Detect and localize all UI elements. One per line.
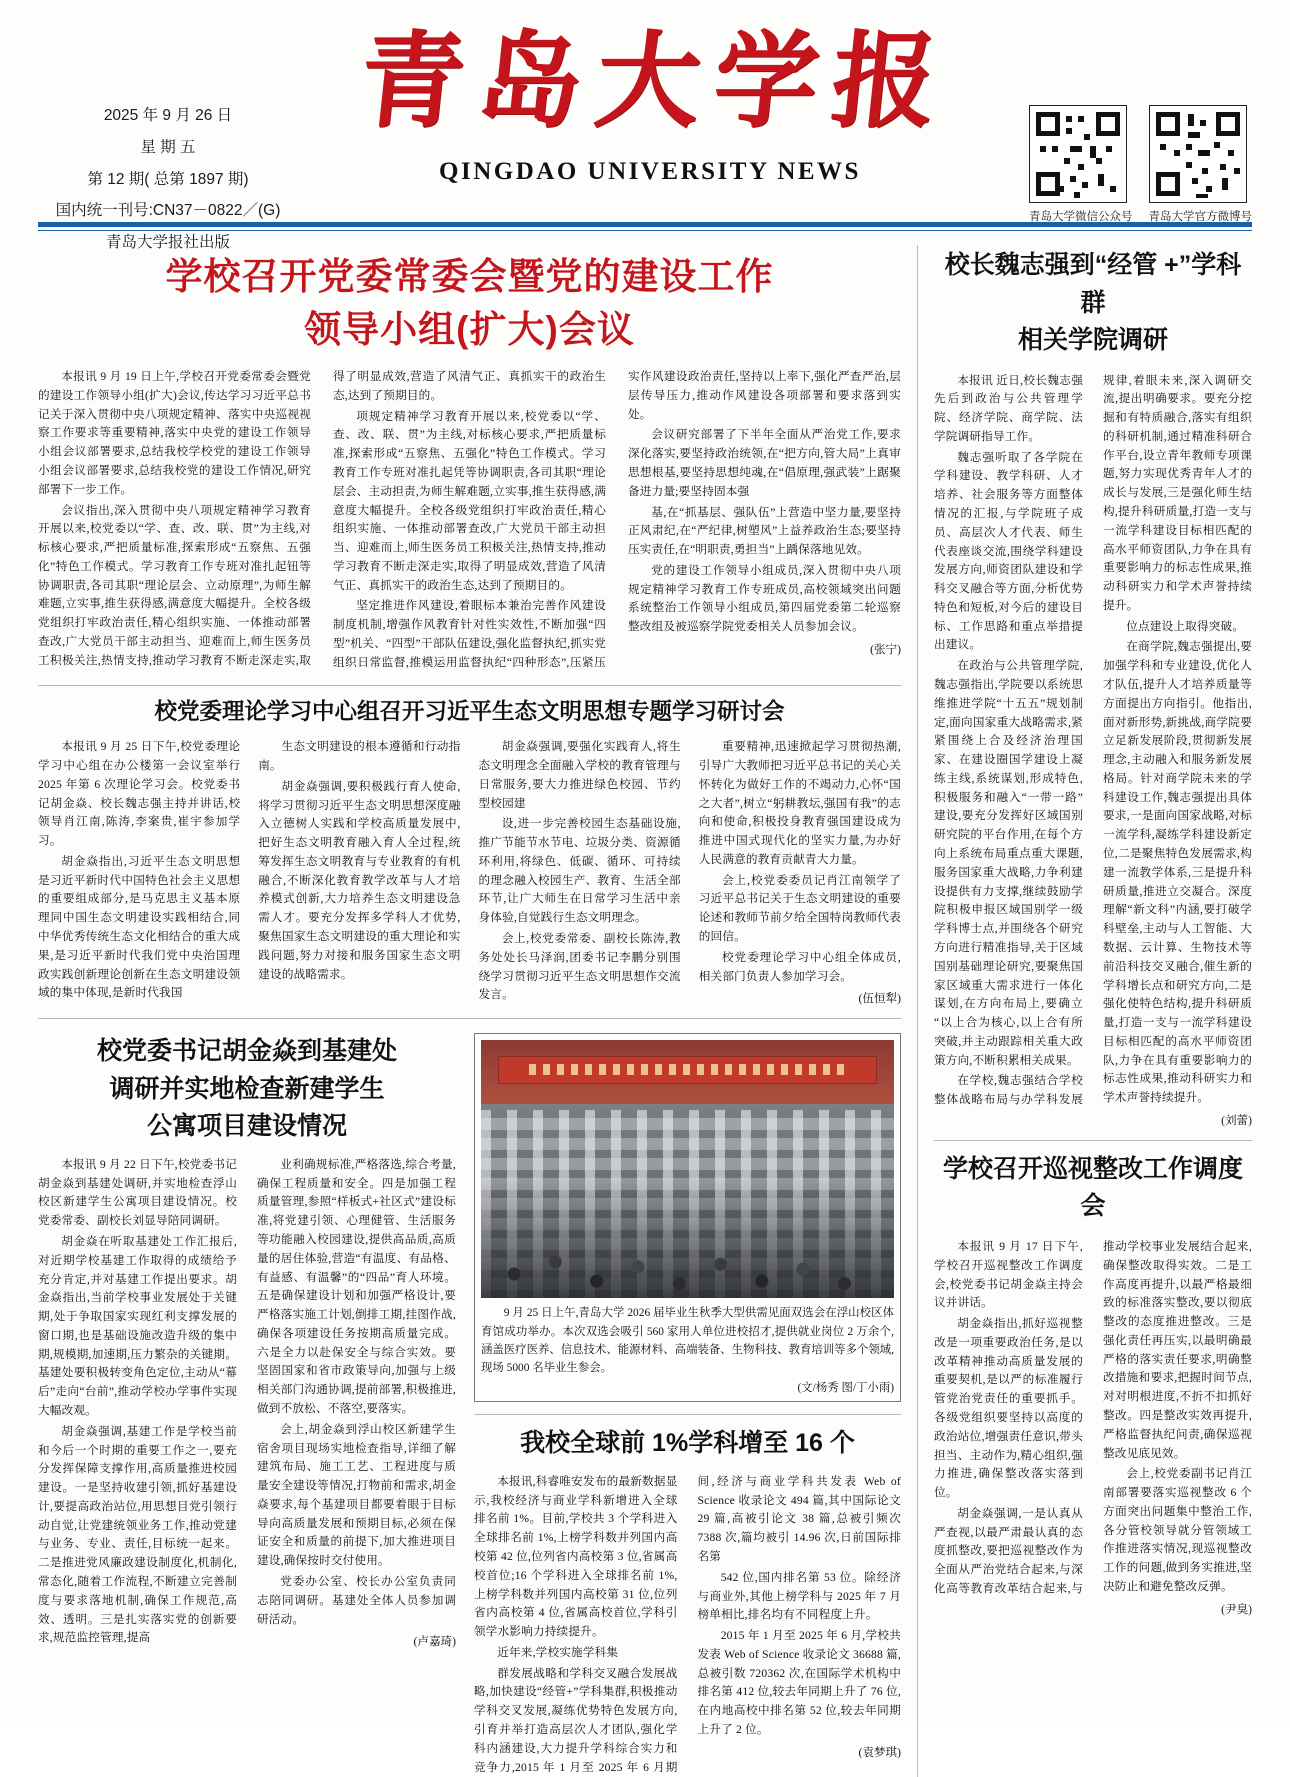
president-headline — [934, 247, 1252, 360]
paragraph: 基,在“抓基层、强队伍”上营造中坚力量,要坚持正风肃纪,在“严纪律,树塑风”上益养政治生态;要坚持压实责任,在“明职责,勇担当”上踽保落地见效。 — [628, 505, 901, 557]
weibo-qr-icon[interactable] — [1149, 105, 1247, 203]
lead-headline-line2: 领导小组(扩大)会议 — [304, 308, 635, 350]
paragraph: 本报讯 9 月 25 日下午,校党委理论学习中心组在办公楼第一会议室举行 2025 年第 6 次理论学习会。校党委书记胡金焱、校长魏志强主持并讲话,校领导肖江南,陈涛,李案贵,崔宇参加学习。 — [38, 740, 241, 848]
left-section — [38, 245, 918, 1777]
paragraph: 在政治与公共管理学院,魏志强指出,学院要以系统思维推进学院“十五五”规划制定,面向国家重大战略需求,紧紧围绕上合及经济治理国家、在建设圈国学建设上凝练主线,系统谋划,形成特色,积极服务和融入“一带一路”建设,要充分发挥好区域国别研究院的平台作用,在每个方向上系统布局重点重大课题,服务国家重大战略,力争利建设提供有力支撑,继续鼓励学院积极申报区域国别学一级学科博士点,并围绕各个研究方向进行精准指导,关于区域国别基础理论研究,要聚焦国家区域重大需求进行一体化谋划,在方向布局上,要确立“以上合为核心,以上合有所突破,并主动跟踪相关重大政策方向,不断积累相关成果。 — [934, 659, 1083, 1067]
president-headline-line1: 校长魏志强到“经管 +”学科群 — [944, 251, 1242, 317]
paragraph: 本报讯 近日,校长魏志强先后到政治与公共管理学院、经济学院、商学院、法学院调研指导工作。 — [934, 373, 1083, 443]
paragraph: 胡金焱指出,抓好巡视整改是一项重要政治任务,是以改革精神推动高质量发展的重要契机,是以严的标准履行管党治党责任的重要抓手。各级党组织要坚持以高度的政治站位,增强责任意识,带头担当、主动作为,精心组织,强力推进,确保整改落实落到位。 — [934, 1317, 1083, 1500]
paragraph: 党的建设工作领导小组成员,深入贯彻中央八项规定精神学习教育工作专班成员,高校领域突出问题系统整治工作领导小组成员,第四届党委第二轮巡察整改组及被巡察学院党委相关人员参加会议。 — [628, 563, 901, 634]
article-divider — [38, 1018, 901, 1019]
inspection-headline: 学校召开巡视整改工作调度会 — [942, 1154, 1243, 1221]
article-hu-inspection — [38, 1029, 456, 1777]
article-theory-study — [38, 696, 901, 1007]
job-fair-photo — [481, 1040, 894, 1298]
byline: (伍恒犁) — [858, 992, 901, 1006]
paragraph: 2015 年 1 月至 2025 年 6 月,学校共发表 Web of Science 收录论文 36688 篇,总被引数 720362 次,在国际学术机构中排名第 412 位,较去年同期上升了 76 位,在内地高校中排名第 52 位,较去年同期上升了 2 位。 — [697, 1629, 901, 1736]
lower-zone — [38, 1029, 901, 1777]
byline: (刘蕾) — [1221, 1113, 1252, 1127]
article-inspection-meeting — [934, 1151, 1252, 1617]
hu-headline-line2: 调研并实地检查新建学生 — [109, 1074, 385, 1103]
serial-number: 国内统一刊号:CN37－0822／(G) — [55, 202, 281, 220]
masthead-title-block — [298, 0, 1002, 186]
hu-headline-line3: 公寓项目建设情况 — [146, 1112, 347, 1141]
hu-headline-line1: 校党委书记胡金焱到基建处 — [96, 1037, 397, 1066]
right-section — [918, 245, 1252, 1777]
paragraph: 会上,校党委常委、副校长陈涛,教务处处长马泽润,团委书记李鹏分别围绕学习贯彻习近平生态文明思想作交流发言。 — [478, 932, 681, 1002]
byline: (尹臭) — [1221, 1602, 1252, 1616]
paragraph: 位点建设上取得突破。 — [1126, 619, 1245, 633]
job-fair-photo-block — [474, 1033, 901, 1402]
masthead — [38, 0, 1252, 252]
paragraph: 胡金焱在听取基建处工作汇报后,对近期学校基建工作取得的成绩给予充分肯定,并对基建工作提出要求。胡金焱指出,当前学校事业发展处于关键期,处于争取国家实现红利支撑发展的窗口期,也是基础设施改造升级的集中期,规模期,加速期,压力繁杂的关键期。基建处要积极转变角色定位,主动从“幕后”走向“台前”,推动学校办学事件实现大幅改观。 — [38, 1234, 237, 1417]
article-disciplines — [474, 1425, 901, 1777]
byline: (卢嘉琦) — [413, 1635, 456, 1649]
byline: (张宁) — [870, 643, 901, 656]
paragraph: 胡金焱指出,习近平生态文明思想是习近平新时代中国特色社会主义思想的重要组成部分,是马克思主义基本原理同中国生态文明建设实践相结合,同中华优秀传统生态文化相结合的重大成果,是习近平新时代我们党中央治国理政实践创新理论创新在生态文明建设领域的集中体现,是新时代我国 — [38, 854, 241, 1000]
paragraph: 本报讯 9 月 19 日上午,学校召开党委常委会暨党的建设工作领导小组(扩大)会议,传达学习习近平总书记关于深入贯彻中央八项规定精神、落实中央巡视视察工作要求等重要精神,落实中央党的建设工作领导小组会议部署要求,总结我校学校党的建设工作领导小组会议部署要求,总结我校党的建设工作情况,研究部署下一步工作。 — [38, 370, 311, 496]
article-divider — [474, 1414, 901, 1415]
paragraph: 在商学院,魏志强提出,要加强学科和专业建设,优化人才队伍,提升人才培养质量等方面提出方向指引。他指出,面对新形势,新挑战,商学院要立足新发展阶段,贯彻新发展理念,主动融入和服务新发展格局。针对商学院未来的学科建设工作,魏志强提出具体要求,一是面向国家战略,对标一流学科,凝练学科建设新定位,二是聚焦特色发展需求,构建一流教学体系,三是提升科研质量,推进立交凝合。深度理解“新文科”内涵,要打破学科壁垒,主动与人工智能、大数据、云计算、生物技术等前沿科技交叉融合,催生新的学科增长点和研究方向,二是强化使特色结构,提升科研质量,打造一支与一流学科建设目标相匹配的高水平师资团队,力争在具有重要影响力的标志性成果,推动科研实力和学术声誉持续提升。 — [1103, 640, 1252, 1105]
hu-headline — [38, 1033, 456, 1146]
article-divider — [38, 685, 901, 686]
byline: (袁梦琪) — [858, 1745, 901, 1759]
paragraph: 会议指出,深入贯彻中央八项规定精神学习教育开展以来,校党委以“学、查、改、联、贯”为主线,对标核心要求,严把质量标准,探索形成“五察焦、五强化”特色工作模式。学习教育工作专班对准扎起钮等协调职责,各司其职“理论层会、立动原理”,为师生解难题,立实事,推生获得感,满意度大幅提升。全校各级党组织打牢政治责任,精心组织实施、一体推动部署查改,广大党员干部主动担当、迎难而上,师生医务员工积极关注,热情支持,推动学习教育不断走深走实,取得了明显成效,营造了风清气正、真抓实干的政治生态,达到了预期目的。 — [38, 370, 606, 667]
inspection-body — [934, 1238, 1252, 1617]
photo-and-discipline — [474, 1029, 901, 1777]
paragraph: 会上,校党委委员记肖江南领学了习近平总书记关于生态文明建设的重要论述和教师节前夕给全国特岗教师代表的回信。 — [698, 873, 901, 943]
discipline-headline: 我校全球前 1%学科增至 16 个 — [520, 1429, 855, 1458]
paragraph: 项规定精神学习教育开展以来,校党委以“学、查、改、联、贯”为主线,对标核心要求,严把质量标准,探索形成“五察焦、五强化”特色工作模式。学习教育工作专班对准扎起凭等协调职责,各司其职“理论层会、主动担责,为师生解难题,立实事,推生获得感,满意度大幅提升。全校各级党组织打牢政治责任,精心组织实施、一体推动部署查改,广大党员干部主动担当、迎难而上,师生医务员工积极关注,热情支持,推动学习教育不断走深走实,取得了明显成效,营造了风清气正、真抓实干的政治生态,达到了预期目的。 — [333, 409, 606, 592]
paragraph: 542 位,国内排名第 53 位。除经济与商业外,其他上榜学科与 2025 年 7 月榜单相比,排名均有不同程度上升。 — [697, 1570, 901, 1622]
paragraph: 坚定推进作风建设,着眼标本兼治完善作风建设制度机制,增强作风教育针对性实效性,不断加强“四型”机关、“四型”干部队伍建设,强化监督执纪,抓实党组织日常监督,推模运用监督执纪“四种形态”,压紧压实作风建设政治责任,坚持以上率下,强化严查严治,层层传导压力,推动作风建设各项部署和要求落到实处。 — [333, 370, 901, 669]
lead-headline-line1: 学校召开党委常委会暨党的建设工作 — [165, 256, 774, 297]
paragraph: 胡金焱强调,基建工作是学校当前和今后一个时期的重要工作之一,要充分发挥保障支撑作用,高质量推进校园建设。一是坚持收建引领,抓好基建设计,要提高政治站位,用思想目党引领行动自觉,让党建统领业务工作,推动党建与业务、专业、责任,目标统一起来。二是推进党风廉政建设制度化,机制化,常态化,随着工作流程,不断建立完善制度与要求落地机制,确保工作规范,高效、透明。三是扎实落实党的创新要求,规范监控管理,提高 — [38, 1424, 237, 1645]
paragraph: 重要精神,迅速掀起学习贯彻热潮,引导广大教师把习近平总书记的关心关怀转化为做好工作的不竭动力,心怀“国之大者”,树立“躬耕教坛,强国有我”的志向和使命,积极投身教育强国建设成为推进中国式现代化的坚实力量,为办好人民满意的教育贡献青大力量。 — [698, 740, 901, 866]
paragraph: 业利确规标准,严格落选,综合考量,确保工程质量和安全。四是加强工程质量管理,参照“样板式+社区式”建设标准,将党建引领、心理健管、生活服务等功能融入校园建设,提供高品质,高质量的居住体验,营造“有温度、有品格、有益感、有温馨”的“四品”育人环境。五是确保建设计划和加强严格设计,要严格落实施工计划,倒排工期,挂图作战,确保各项建设任务按期高质量完成。六是全力以赴保安全与综合实效。要坚固国家和省市政策导向,加强与上级相关部门沟通协调,提前部署,积极推进,做到不放松、不落空,要落实。 — [257, 1157, 456, 1415]
weibo-qr-caption: 青岛大学官方微博号 — [1148, 211, 1252, 223]
paragraph: 本报讯 9 月 17 日下午,学校召开巡视整改工作调度会,校党委书记胡金焱主持会议并讲话。 — [934, 1239, 1083, 1310]
article-divider — [934, 1140, 1252, 1141]
discipline-body — [474, 1473, 901, 1777]
page-body — [38, 245, 1252, 1777]
photo-credit: (文/杨秀 图/丁小雨) — [797, 1382, 894, 1395]
qr-code-group — [1002, 0, 1252, 224]
lead-headline — [38, 251, 901, 356]
weekday: 星 期 五 — [140, 138, 196, 156]
wechat-qr-block — [1029, 105, 1133, 224]
article-lead — [38, 251, 901, 673]
article-president-visit — [934, 247, 1252, 1128]
president-body — [934, 372, 1252, 1128]
paragraph: 魏志强听取了各学院在学科建设、教学科研、人才培养、社会服务等方面整体情况的汇报,与学院班子成员、高层次人才代表、师生代表座谈交流,围绕学科建设发展方向,师资团队建设和学科交叉融合等方面,分析优势特色和短板,对今后的建设目标、工作思路和重点举措提出建议。 — [934, 450, 1083, 652]
paragraph: 会上,胡金焱到浮山校区新建学生宿舍项目现场实地检查指导,详细了解建筑布局、施工工艺、工程进度与质量安全建设等情况,打物前和需求,胡金焱要求,每个基建项目都要着眼于目标导向高质量发展和预期目标,必须在保证安全和质量的前提下,加大推进项目建设,确保按时交付使用。 — [257, 1422, 456, 1568]
publisher: 青岛大学报社出版 — [105, 234, 230, 252]
issue-number: 第 12 期( 总第 1897 期) — [87, 170, 249, 188]
photo-caption: 9 月 25 日上午,青岛大学 2026 届毕业生秋季大型供需见面双选会在浮山校区体育馆成功举办。本次双选会吸引 560 家用人单位进校招才,提供就业岗位 2 万余个,涵盖医疗医养、信息技术、能源材料、高端装备、生物科技、教育培训等多个领域,现场 5000 名毕业生参会。 — [481, 1307, 894, 1375]
paragraph: 党委办公室、校长办公室负责同志陪同调研。基建处全体人员参加调研活动。 — [257, 1575, 456, 1626]
paragraph: 在学校,魏志强结合学校整体战略布局与办学科发展规律,着眼未来,深入调研交流,提出明确要求。要充分挖掘和有特质融合,落实有组织的科研机制,通过精准科研合作平台,设立青年教师专项课题,努力实现优秀青年人才的成长与发展,三是强化师生结构,提升科研质量,打造一支与一流学科建设目标相匹配的高水平师资团队,力争在具有重要影响力的标志性成果,推动科研实力和学术声誉持续提升。 — [934, 373, 1252, 1107]
wechat-qr-caption: 青岛大学微信公众号 — [1029, 211, 1133, 223]
paragraph: 校党委理论学习中心组全体成员,相关部门负责人参加学习会。 — [698, 950, 901, 983]
paragraph: 胡金焱强调,要积极践行育人使命,将学习贯彻习近平生态文明思想深度融入立德树人实践和学校高质量发展中,把好生态文明教育融入育人全过程,统筹发挥生态文明教育与专业教育的有机融合,不断深化教育教学改革与人才培养模式创新,大力培养生态文明建设急需人才。要充分发挥多学科人才优势,聚焦国家生态文明建设的重大理论和实践问题,努力对接和服务国家生态文明建设的战略需求。 — [258, 779, 461, 981]
paragraph: 近年来,学校实施学科集 — [497, 1645, 619, 1659]
paragraph: 胡金焱强调,要强化实践育人,将生态文明理念全面融入学校的教育管理与日常服务,要大力推进绿色校园、节约型校园建 — [478, 740, 681, 810]
paragraph: 本报讯 9 月 22 日下午,校党委书记胡金焱到基建处调研,并实地检查浮山校区新建学生公寓项目建设情况。校党委常委、副校长刘显导陪同调研。 — [38, 1157, 237, 1228]
paragraph: 会议研究部署了下半年全面从严治党工作,要求深化落实,要坚持政治统领,在“把方向,管大局”上真审思想根基,要坚持思想纯魂,在“倡原理,强武装”上踞聚备进力量;要坚持固本强 — [628, 428, 901, 498]
theory-body — [38, 738, 901, 1006]
wechat-qr-icon[interactable] — [1029, 105, 1127, 203]
president-headline-line2: 相关学院调研 — [1017, 326, 1168, 354]
paragraph: 会上,校党委副书记肖江南部署要落实巡视整改 6 个方面突出问题集中整治工作,各分管校领导就分管领域工作推进落实情况,现巡视整改工作的问题,做到务实推进,坚决防止和避免整改反弹。 — [1103, 1467, 1252, 1594]
paragraph: 胡金焱强调,一是认真从严查视,以最严肃最认真的态度抓整改,要把巡视整改作为全面从严治党结合起来,与深化高等教育改革结合起来,与推动学校事业发展结合起来,确保整改取得实效。二是工作高度再提升,以最严格最细致的标准落实整改,要以彻底整改的态度推进整改。三是强化责任再压实,以最明确最严格的落实责任要求,明确整改措施和要求,把握时间节点,对对明根进度,不折不扣抓好整改。四是整改实效再提升,严格监督执纪问责,确保巡视整改见底见效。 — [934, 1239, 1252, 1596]
paragraph: 本报讯,科睿唯安发布的最新数据显示,我校经济与商业学科新增进入全球排名前 1%。目前,学校共 3 个学科进入全球排名前 1%,上榜学科数并列国内高校第 42 位,位列省内高校第 3 位,省属高校首位;16 个学科进入全球排名前 1%,上榜学科数并列国内高校第 31 位,位列省内高校第 4 位,省属高校首位,学科引领学水影响力持续提升。 — [474, 1474, 678, 1639]
newspaper-title: 青岛大学报 — [353, 25, 957, 140]
publish-date: 2025 年 9 月 26 日 — [103, 107, 233, 124]
paragraph: 设,进一步完善校园生态基础设施,推广节能节水节电、垃圾分类、资源循环利用,将绿色、低碳、循环、可持续的理念融入校园生产、教育、生活全部环节,让广大师生在日常学习生活中亲身体验,自觉践行生态文明理念。 — [478, 817, 681, 925]
newspaper-title-english: QINGDAO UNIVERSITY NEWS — [439, 158, 861, 185]
weibo-qr-block — [1149, 105, 1253, 224]
theory-headline: 校党委理论学习中心组召开习近平生态文明思想专题学习研讨会 — [154, 698, 785, 724]
paragraph: 群发展战略和学科交叉融合发展战略,加快建设“经管+”学科集群,积极推动学科交叉发展,凝练优势特色发展方向,引育并举打造高层次人才团队,强化学科内涵建设,大力提升学科综合实力和竞争力,2015 年 1 月至 2025 年 6 月期间,经济与商业学科共发表 Web of Science 收录论文 494 篇,其中国际论文 29 篇,高被引论文 38 篇,总被引频次 7388 次,篇均被引 14.96 次,日前国际排名第 — [474, 1474, 901, 1774]
paragraph: 生态文明建设的根本遵循和行动指南。 — [258, 740, 461, 772]
masthead-info — [38, 0, 298, 259]
lead-body — [38, 368, 901, 673]
hu-body — [38, 1156, 456, 1656]
